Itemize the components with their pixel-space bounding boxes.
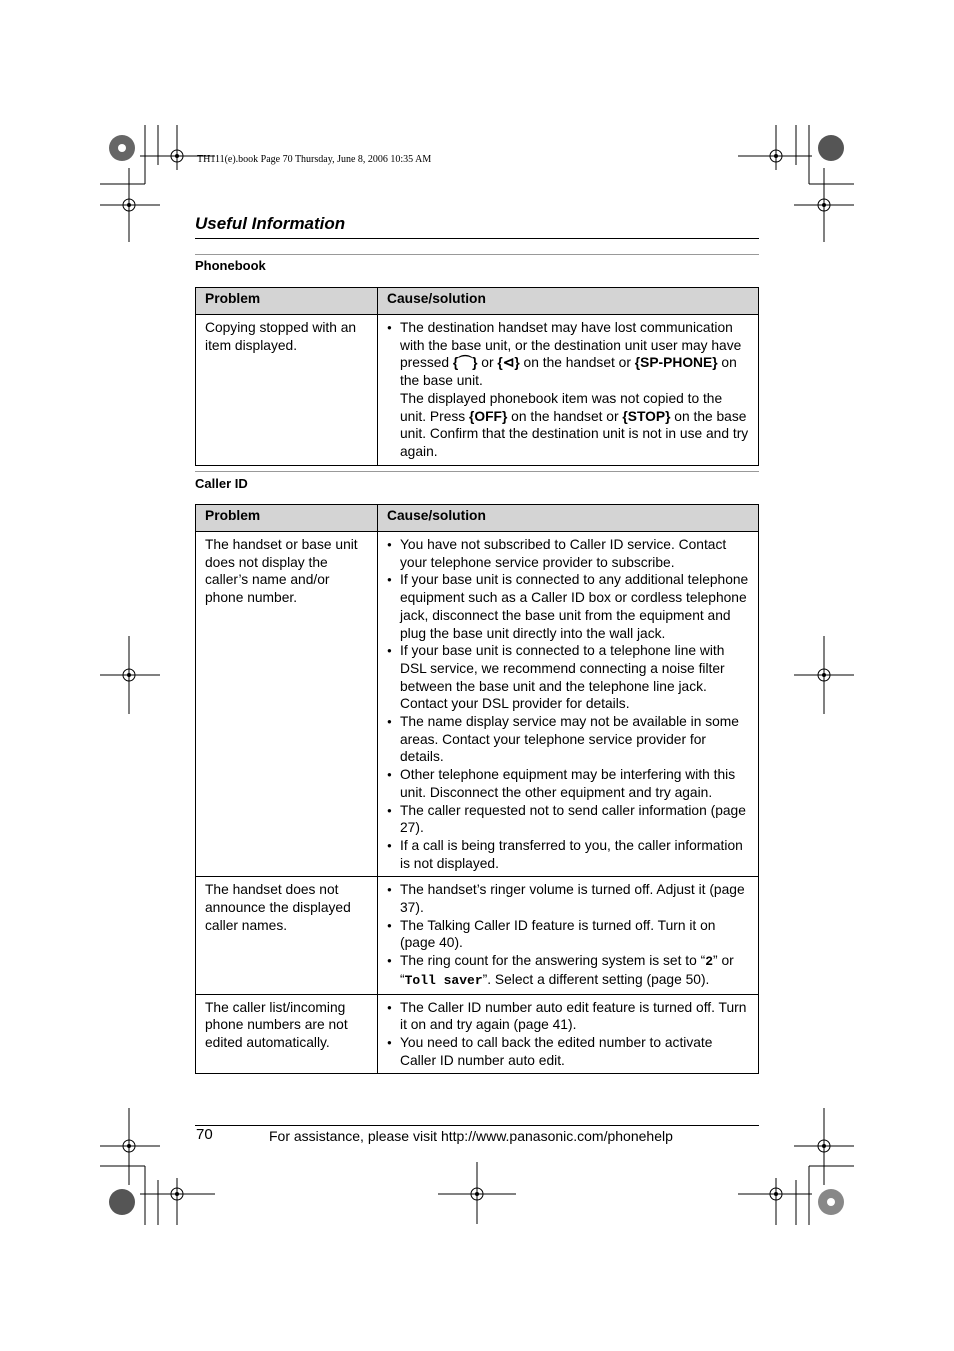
solution-item: ● The handset’s ringer volume is turned off. Adjust it (page 37). (387, 881, 749, 916)
table-row (196, 532, 759, 877)
solution-item: ● The destination handset may have lost communication with the base unit, or the destination unit user may have pressed {⌒} or {⊲} on the handset or {SP-PHONE} on the base unit. (387, 319, 749, 390)
divider (195, 254, 759, 255)
setting-value: 2 (705, 954, 714, 970)
solution-item: ● If your base unit is connected to a telephone line with DSL service, we recommend connecting a noise filter between the base unit and the telephone line jack. Contact your DSL provider for details. (387, 642, 749, 713)
solution-item: ● The Talking Caller ID feature is turned off. Turn it on (page 40). (387, 917, 749, 952)
section-rule (195, 238, 759, 239)
sp-phone-key: {SP-PHONE} (634, 355, 718, 371)
solution-cell (378, 315, 759, 466)
solution-cell (378, 877, 759, 994)
col-problem: Problem (196, 288, 378, 315)
problem-cell: The caller list/incoming phone numbers are not edited automatically. (196, 994, 378, 1074)
solution-item: ● The name display service may not be available in some areas. Contact your telephone service provider for details. (387, 713, 749, 766)
phonebook-heading: Phonebook (195, 258, 266, 273)
solution-item: ● If your base unit is connected to any additional telephone equipment such as a Caller ID box or cordless telephone jack, disconnect the base unit from the equipment and plug the base unit directly into the wall jack. (387, 571, 749, 642)
col-problem: Problem (196, 505, 378, 532)
setting-value: Toll saver (404, 972, 483, 988)
speaker-key: {⊲} (497, 355, 520, 371)
callerid-heading: Caller ID (195, 476, 248, 491)
table-row (196, 994, 759, 1074)
callerid-table (195, 504, 759, 1074)
col-solution: Cause/solution (378, 505, 759, 532)
print-info: TH111(e).book Page 70 Thursday, June 8, 2006 10:35 AM (197, 154, 432, 165)
page-number: 70 (196, 1126, 213, 1143)
stop-key: {STOP} (622, 408, 671, 424)
solution-cell (378, 994, 759, 1074)
off-key: {OFF} (469, 408, 508, 424)
solution-cell (378, 532, 759, 877)
col-solution: Cause/solution (378, 288, 759, 315)
assistance-text: For assistance, please visit http://www.panasonic.com/phonehelp (269, 1128, 673, 1144)
table-row (196, 877, 759, 994)
solution-item: ● If a call is being transferred to you, the caller information is not displayed. (387, 837, 749, 872)
problem-cell: The handset does not announce the displayed caller names. (196, 877, 378, 994)
solution-item: ● The Caller ID number auto edit feature is turned off. Turn it on and try again (page 41). (387, 999, 749, 1034)
section-title: Useful Information (195, 214, 346, 233)
solution-item: ● Other telephone equipment may be interfering with this unit. Disconnect the other equipment and try again. (387, 766, 749, 801)
solution-item: ● The caller requested not to send caller information (page 27). (387, 802, 749, 837)
phonebook-table (195, 287, 759, 466)
solution-continuation: The displayed phonebook item was not copied to the unit. Press {OFF} on the handset or {STOP} on the base unit. Confirm that the destination unit is not in use and try again. (400, 390, 749, 459)
footer-rule (195, 1125, 759, 1126)
solution-item: ● The ring count for the answering system is set to “2” or “Toll saver”. Select a different setting (page 50). (387, 952, 749, 989)
solution-item: ● You need to call back the edited number to activate Caller ID number auto edit. (387, 1034, 749, 1069)
problem-cell: The handset or base unit does not display the caller’s name and/or phone number. (196, 532, 378, 877)
problem-cell: Copying stopped with an item displayed. (196, 315, 378, 466)
table-row (196, 315, 759, 466)
talk-key: {⌒} (452, 355, 478, 371)
divider (195, 471, 759, 472)
solution-item: ● You have not subscribed to Caller ID service. Contact your telephone service provider to subscribe. (387, 536, 749, 571)
